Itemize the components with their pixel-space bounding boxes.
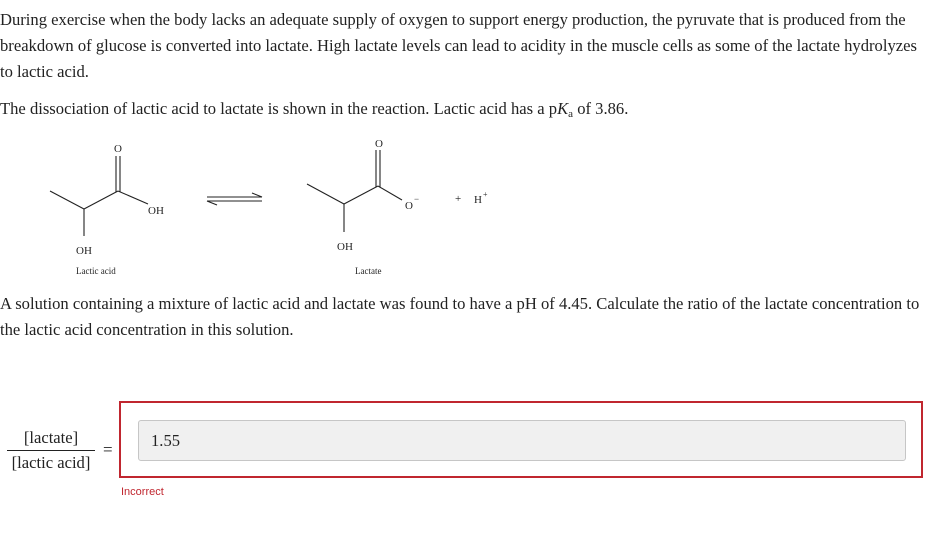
ratio-numerator: [lactate] bbox=[7, 428, 95, 451]
lactic-acid-oh-acid: OH bbox=[148, 205, 164, 217]
reaction-description bbox=[0, 96, 925, 122]
reaction-scheme bbox=[0, 130, 560, 280]
intro-paragraph: During exercise when the body lacks an adequate supply of oxygen to support energy production, the pyruvate that is produced from the breakdown of glucose is converted into lactate. High lactate levels can lead to acidity in the muscle cells as some of the lactate hydrolyzes to lactic acid. bbox=[0, 10, 917, 81]
lactate-charge: − bbox=[414, 194, 420, 204]
answer-input[interactable] bbox=[138, 420, 906, 461]
lactate-structure bbox=[307, 150, 402, 232]
equals-sign: = bbox=[103, 440, 113, 459]
plus-sign: + bbox=[455, 193, 462, 205]
reaction-text-after: of 3.86. bbox=[573, 99, 629, 118]
ratio-denominator: [lactic acid] bbox=[11, 453, 91, 472]
proton: H bbox=[474, 194, 482, 206]
lactate-oxygen: O bbox=[405, 200, 413, 212]
proton-charge: + bbox=[483, 190, 488, 199]
lactic-acid-oh-alcohol: OH bbox=[76, 245, 92, 257]
answer-box bbox=[119, 401, 923, 478]
reaction-text-before: The dissociation of lactic acid to lactate is shown in the reaction. Lactic acid has a p bbox=[0, 99, 558, 118]
lactate-oh: OH bbox=[337, 241, 353, 253]
lactic-acid-label: Lactic acid bbox=[76, 266, 116, 276]
lactate-label: Lactate bbox=[355, 266, 382, 276]
lactate-carbonyl-o: O bbox=[375, 138, 383, 150]
lactic-acid-structure bbox=[50, 156, 148, 236]
pka-subscript: a bbox=[568, 108, 574, 120]
lactic-acid-carbonyl-o: O bbox=[114, 143, 122, 155]
question-prompt: A solution containing a mixture of lactic acid and lactate was found to have a pH of 4.45. Calculate the ratio of the lactate concentration to the lactic acid concentration in this solution. bbox=[0, 294, 920, 339]
ratio-fraction bbox=[7, 428, 95, 473]
pka-symbol: K bbox=[557, 99, 569, 118]
equilibrium-arrows bbox=[207, 193, 262, 205]
incorrect-feedback: Incorrect bbox=[121, 486, 164, 498]
